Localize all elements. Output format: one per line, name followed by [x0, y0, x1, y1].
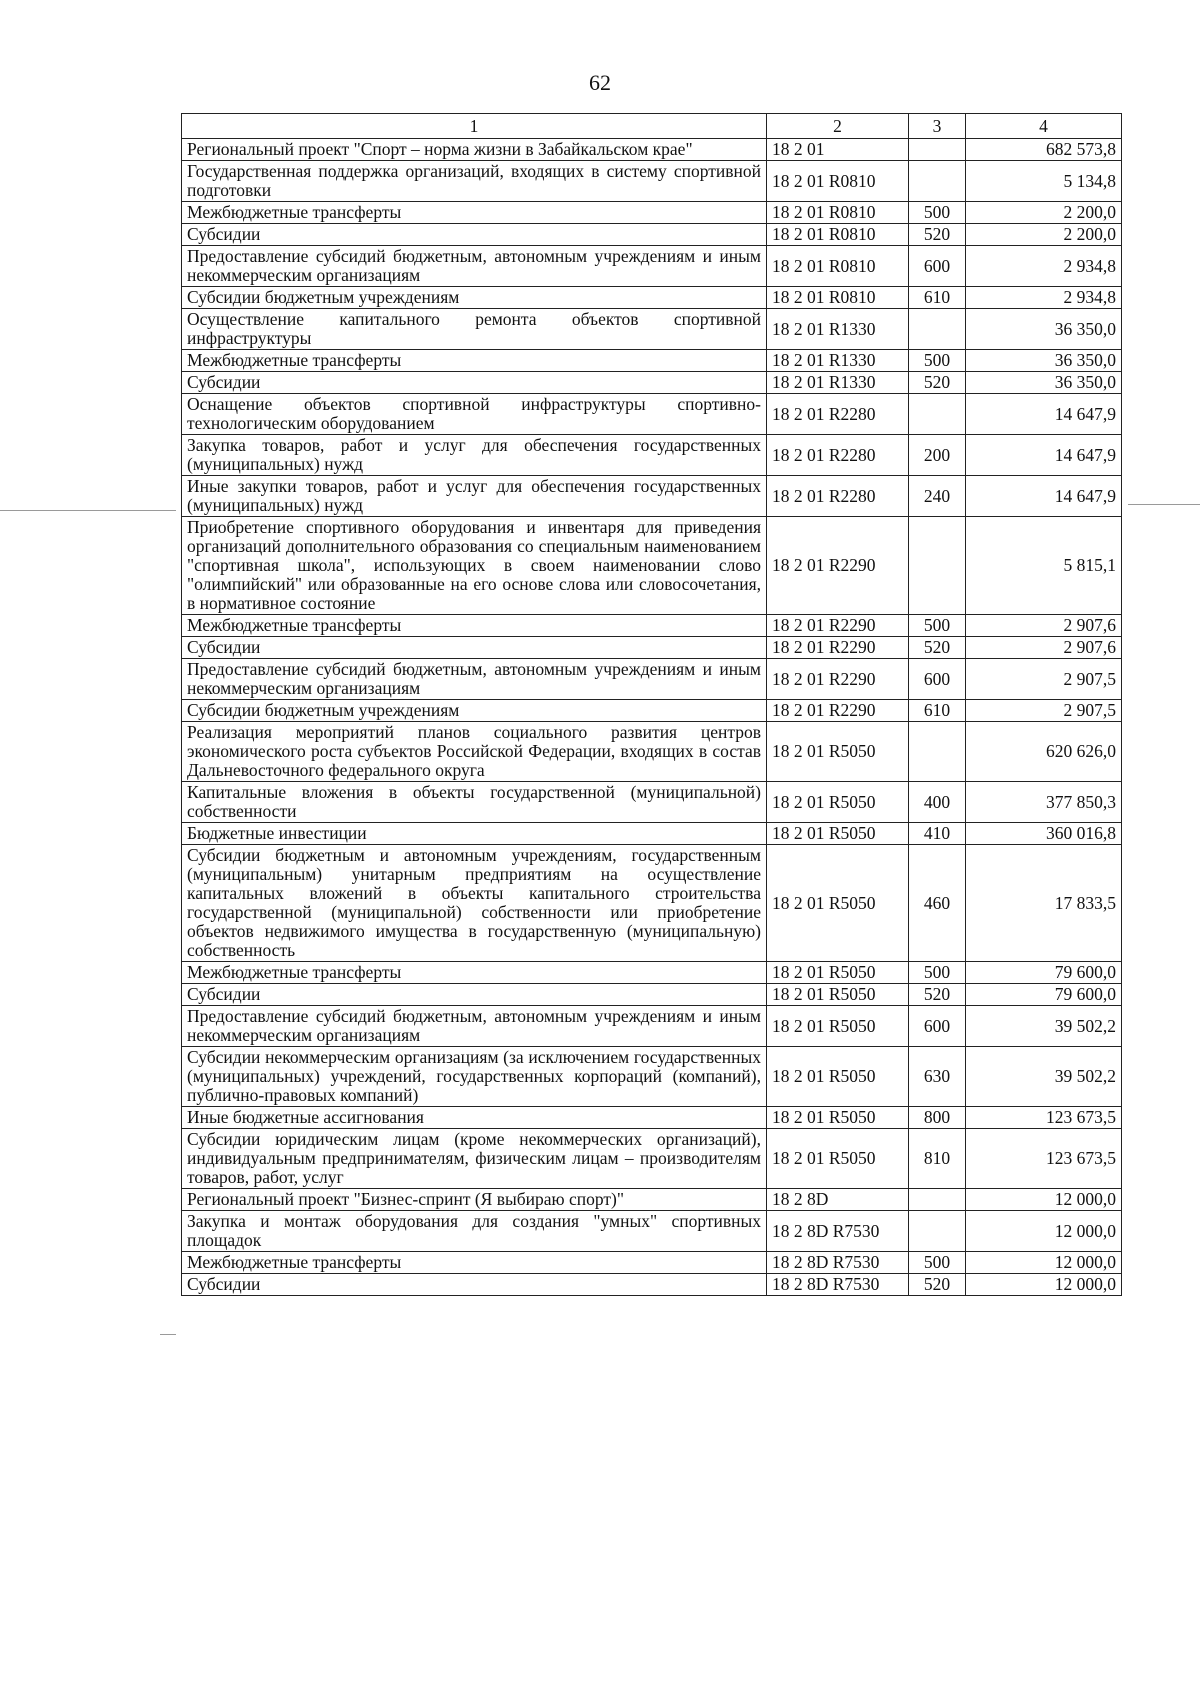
- row-amount: 2 907,6: [966, 615, 1122, 637]
- row-amount: 2 200,0: [966, 224, 1122, 246]
- row-expense-type: 610: [909, 700, 966, 722]
- header-col-name: 1: [182, 114, 767, 139]
- row-code: 18 2 01 R2280: [767, 476, 909, 517]
- row-name: Осуществление капитального ремонта объектов спортивной инфраструктуры: [182, 309, 767, 350]
- table-row: [182, 517, 1122, 615]
- scan-artifact-line: [0, 510, 176, 511]
- row-name: Субсидии юридическим лицам (кроме некоммерческих организаций), индивидуальным предпринимателям, физическим лицам – производителям товаров, работ, услуг: [182, 1129, 767, 1189]
- row-amount: 123 673,5: [966, 1129, 1122, 1189]
- row-amount: 79 600,0: [966, 984, 1122, 1006]
- row-name: Закупка и монтаж оборудования для создания "умных" спортивных площадок: [182, 1211, 767, 1252]
- row-amount: 2 907,5: [966, 700, 1122, 722]
- row-amount: 17 833,5: [966, 845, 1122, 962]
- row-code: 18 2 8D R7530: [767, 1211, 909, 1252]
- row-amount: 36 350,0: [966, 309, 1122, 350]
- table-row: [182, 161, 1122, 202]
- row-expense-type: 500: [909, 202, 966, 224]
- row-expense-type: 240: [909, 476, 966, 517]
- scan-artifact-line: [160, 1334, 176, 1335]
- row-amount: 12 000,0: [966, 1274, 1122, 1296]
- table-row: [182, 202, 1122, 224]
- table-row: [182, 1129, 1122, 1189]
- table-row: [182, 1006, 1122, 1047]
- page-number: 62: [589, 70, 611, 95]
- row-expense-type: 800: [909, 1107, 966, 1129]
- row-amount: 377 850,3: [966, 782, 1122, 823]
- row-expense-type: 600: [909, 246, 966, 287]
- table-row: [182, 287, 1122, 309]
- row-code: 18 2 01 R2290: [767, 659, 909, 700]
- row-expense-type: 520: [909, 637, 966, 659]
- row-name: Субсидии бюджетным и автономным учреждениям, государственным (муниципальным) унитарным предприятиям на осуществление капитальных вложений в объекты капитального строительства государственной (муниципальной) собственности или приобретение объектов недвижимого имущества в государственную (муниципальную) собственность: [182, 845, 767, 962]
- row-expense-type: 520: [909, 372, 966, 394]
- row-code: 18 2 01: [767, 139, 909, 161]
- row-amount: 14 647,9: [966, 435, 1122, 476]
- table-row: [182, 845, 1122, 962]
- row-name: Государственная поддержка организаций, входящих в систему спортивной подготовки: [182, 161, 767, 202]
- row-expense-type: [909, 161, 966, 202]
- table-row: [182, 637, 1122, 659]
- row-name: Предоставление субсидий бюджетным, автономным учреждениям и иным некоммерческим организациям: [182, 1006, 767, 1047]
- row-code: 18 2 01 R2280: [767, 394, 909, 435]
- row-amount: 5 815,1: [966, 517, 1122, 615]
- table-row: [182, 139, 1122, 161]
- row-amount: 360 016,8: [966, 823, 1122, 845]
- row-code: 18 2 01 R5050: [767, 1006, 909, 1047]
- row-code: 18 2 01 R5050: [767, 984, 909, 1006]
- row-expense-type: [909, 1189, 966, 1211]
- row-expense-type: [909, 139, 966, 161]
- row-expense-type: 610: [909, 287, 966, 309]
- table-row: [182, 615, 1122, 637]
- row-expense-type: 460: [909, 845, 966, 962]
- row-code: 18 2 01 R2290: [767, 517, 909, 615]
- row-name: Иные бюджетные ассигнования: [182, 1107, 767, 1129]
- row-name: Субсидии: [182, 224, 767, 246]
- row-name: Бюджетные инвестиции: [182, 823, 767, 845]
- row-code: 18 2 01 R1330: [767, 350, 909, 372]
- row-amount: 2 907,5: [966, 659, 1122, 700]
- row-amount: 2 200,0: [966, 202, 1122, 224]
- table-row: [182, 782, 1122, 823]
- row-amount: 620 626,0: [966, 722, 1122, 782]
- table-row: [182, 1252, 1122, 1274]
- budget-table: [181, 113, 1122, 1296]
- row-expense-type: 520: [909, 1274, 966, 1296]
- table-row: [182, 1211, 1122, 1252]
- row-name: Закупка товаров, работ и услуг для обеспечения государственных (муниципальных) нужд: [182, 435, 767, 476]
- row-name: Оснащение объектов спортивной инфраструктуры спортивно-технологическим оборудованием: [182, 394, 767, 435]
- header-col-code: 2: [767, 114, 909, 139]
- row-expense-type: 500: [909, 350, 966, 372]
- header-col-type: 3: [909, 114, 966, 139]
- table-row: [182, 246, 1122, 287]
- table-row: [182, 722, 1122, 782]
- row-amount: 39 502,2: [966, 1047, 1122, 1107]
- row-name: Межбюджетные трансферты: [182, 350, 767, 372]
- row-name: Межбюджетные трансферты: [182, 202, 767, 224]
- row-name: Межбюджетные трансферты: [182, 615, 767, 637]
- row-amount: 5 134,8: [966, 161, 1122, 202]
- row-expense-type: 520: [909, 984, 966, 1006]
- table-row: [182, 962, 1122, 984]
- table-row: [182, 309, 1122, 350]
- row-code: 18 2 01 R0810: [767, 287, 909, 309]
- table-row: [182, 350, 1122, 372]
- table-row: [182, 435, 1122, 476]
- row-code: 18 2 01 R5050: [767, 1107, 909, 1129]
- row-code: 18 2 01 R2290: [767, 615, 909, 637]
- row-code: 18 2 01 R5050: [767, 962, 909, 984]
- row-amount: 79 600,0: [966, 962, 1122, 984]
- row-name: Субсидии бюджетным учреждениям: [182, 700, 767, 722]
- row-code: 18 2 01 R2290: [767, 700, 909, 722]
- row-name: Субсидии: [182, 372, 767, 394]
- table-row: [182, 1274, 1122, 1296]
- row-amount: 2 934,8: [966, 246, 1122, 287]
- row-expense-type: 520: [909, 224, 966, 246]
- row-expense-type: 500: [909, 615, 966, 637]
- row-name: Региональный проект "Спорт – норма жизни в Забайкальском крае": [182, 139, 767, 161]
- row-expense-type: 500: [909, 1252, 966, 1274]
- row-code: 18 2 01 R0810: [767, 246, 909, 287]
- table-row: [182, 224, 1122, 246]
- row-expense-type: 400: [909, 782, 966, 823]
- table-row: [182, 823, 1122, 845]
- row-amount: 2 907,6: [966, 637, 1122, 659]
- table-row: [182, 1047, 1122, 1107]
- row-expense-type: 600: [909, 659, 966, 700]
- row-amount: 123 673,5: [966, 1107, 1122, 1129]
- row-amount: 12 000,0: [966, 1252, 1122, 1274]
- row-amount: 14 647,9: [966, 394, 1122, 435]
- table-row: [182, 984, 1122, 1006]
- row-name: Региональный проект "Бизнес-спринт (Я выбираю спорт)": [182, 1189, 767, 1211]
- row-amount: 12 000,0: [966, 1189, 1122, 1211]
- row-name: Предоставление субсидий бюджетным, автономным учреждениям и иным некоммерческим организациям: [182, 659, 767, 700]
- row-expense-type: [909, 309, 966, 350]
- table-row: [182, 659, 1122, 700]
- row-name: Субсидии бюджетным учреждениям: [182, 287, 767, 309]
- row-amount: 2 934,8: [966, 287, 1122, 309]
- row-expense-type: 630: [909, 1047, 966, 1107]
- row-code: 18 2 8D: [767, 1189, 909, 1211]
- row-expense-type: [909, 1211, 966, 1252]
- row-name: Субсидии некоммерческим организациям (за исключением государственных (муниципальных) учреждений, государственных корпораций (компаний), публично-правовых компаний): [182, 1047, 767, 1107]
- row-code: 18 2 01 R5050: [767, 782, 909, 823]
- row-expense-type: 200: [909, 435, 966, 476]
- table-row: [182, 1107, 1122, 1129]
- scan-artifact-line: [1128, 504, 1200, 505]
- row-code: 18 2 01 R1330: [767, 309, 909, 350]
- row-expense-type: [909, 722, 966, 782]
- row-amount: 39 502,2: [966, 1006, 1122, 1047]
- row-code: 18 2 01 R0810: [767, 202, 909, 224]
- row-code: 18 2 01 R5050: [767, 1129, 909, 1189]
- row-code: 18 2 01 R2290: [767, 637, 909, 659]
- row-name: Межбюджетные трансферты: [182, 1252, 767, 1274]
- row-expense-type: [909, 517, 966, 615]
- row-name: Капитальные вложения в объекты государственной (муниципальной) собственности: [182, 782, 767, 823]
- row-amount: 14 647,9: [966, 476, 1122, 517]
- row-code: 18 2 01 R1330: [767, 372, 909, 394]
- row-code: 18 2 01 R2280: [767, 435, 909, 476]
- row-name: Субсидии: [182, 637, 767, 659]
- row-amount: 682 573,8: [966, 139, 1122, 161]
- table-row: [182, 700, 1122, 722]
- row-expense-type: 600: [909, 1006, 966, 1047]
- table-row: [182, 372, 1122, 394]
- row-code: 18 2 01 R5050: [767, 823, 909, 845]
- row-expense-type: 500: [909, 962, 966, 984]
- header-row: [182, 114, 1122, 139]
- row-name: Приобретение спортивного оборудования и инвентаря для приведения организаций дополнительного образования со специальным наименованием "спортивная школа", использующих в своем наименовании слово "олимпийский" или образованные на его основе слова или словосочетания, в нормативное состояние: [182, 517, 767, 615]
- table-row: [182, 476, 1122, 517]
- row-code: 18 2 01 R5050: [767, 1047, 909, 1107]
- row-amount: 36 350,0: [966, 372, 1122, 394]
- row-code: 18 2 01 R5050: [767, 845, 909, 962]
- table-body: [182, 139, 1122, 1296]
- table-row: [182, 1189, 1122, 1211]
- row-name: Субсидии: [182, 984, 767, 1006]
- row-expense-type: [909, 394, 966, 435]
- row-code: 18 2 01 R5050: [767, 722, 909, 782]
- row-name: Субсидии: [182, 1274, 767, 1296]
- row-code: 18 2 01 R0810: [767, 161, 909, 202]
- row-name: Иные закупки товаров, работ и услуг для обеспечения государственных (муниципальных) нужд: [182, 476, 767, 517]
- header-col-amount: 4: [966, 114, 1122, 139]
- row-code: 18 2 8D R7530: [767, 1274, 909, 1296]
- row-code: 18 2 8D R7530: [767, 1252, 909, 1274]
- row-expense-type: 410: [909, 823, 966, 845]
- row-expense-type: 810: [909, 1129, 966, 1189]
- row-amount: 12 000,0: [966, 1211, 1122, 1252]
- row-name: Межбюджетные трансферты: [182, 962, 767, 984]
- row-name: Предоставление субсидий бюджетным, автономным учреждениям и иным некоммерческим организациям: [182, 246, 767, 287]
- row-code: 18 2 01 R0810: [767, 224, 909, 246]
- row-name: Реализация мероприятий планов социального развития центров экономического роста субъектов Российской Федерации, входящих в состав Дальневосточного федерального округа: [182, 722, 767, 782]
- row-amount: 36 350,0: [966, 350, 1122, 372]
- table-row: [182, 394, 1122, 435]
